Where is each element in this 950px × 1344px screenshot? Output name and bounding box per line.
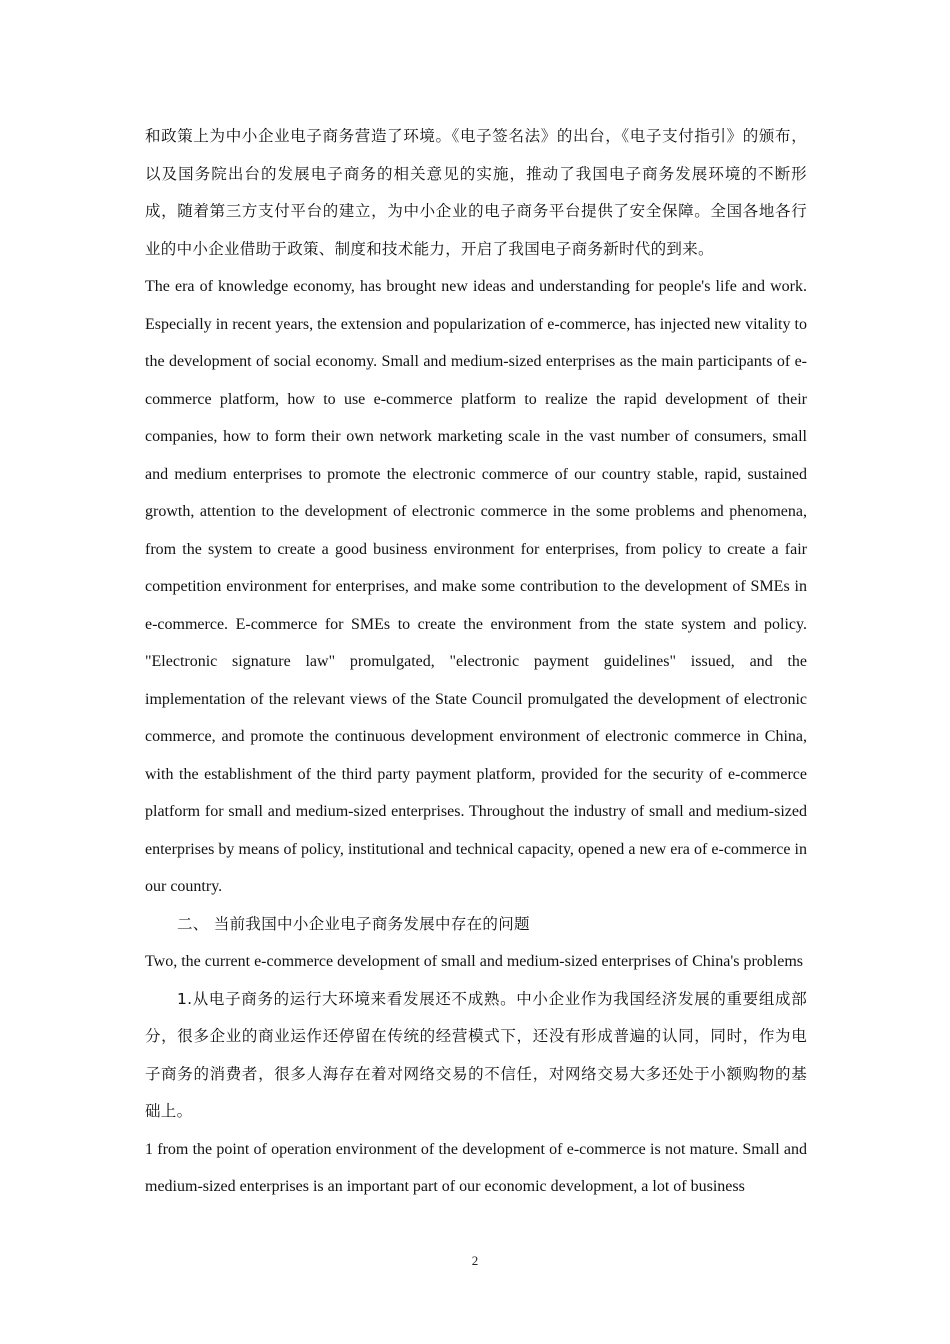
paragraph-zh-immature-environment: 1.从电子商务的运行大环境来看发展还不成熟。中小企业作为我国经济发展的重要组成部分，很多企业的商业运作还停留在传统的经营模式下，还没有形成普遍的认同，同时，作为电子商务的消费者，很多人海存在着对网络交易的不信任，对网络交易大多还处于小额购物的基础上。 xyxy=(145,989,807,1120)
paragraph-en-knowledge-economy: The era of knowledge economy, has brought new ideas and understanding for people's life and work. Especially in recent years, the extension and popularization of e-commerce, has injected new vitality to the development of social economy. Small and medium-sized enterprises as the main participants of e-commerce platform, how to use e-commerce platform to realize the rapid development of their companies, how to form their own network marketing scale in the vast number of consumers, small and medium enterprises to promote the electronic commerce of our country stable, rapid, sustained growth, attention to the development of electronic commerce in the some problems and phenomena, from the system to create a good business environment for enterprises, from policy to create a fair competition environment for enterprises, and make some contribution to the development of SMEs in e-commerce. E-commerce for SMEs to create the environment from the state system and policy. "Electronic signature law" promulgated, "electronic payment guidelines" issued, and the implementation of the relevant views of the State Council promulgated the development of electronic commerce, and promote the continuous development environment of electronic commerce in China, with the establishment of the third party payment platform, provided for the security of e-commerce platform for small and medium-sized enterprises. Throughout the industry of small and medium-sized enterprises by means of policy, institutional and technical capacity, opened a new era of e-commerce in our country. xyxy=(145,278,807,895)
paragraph-zh-policy-environment: 和政策上为中小企业电子商务营造了环境。《电子签名法》的出台，《电子支付指引》的颁布，以及国务院出台的发展电子商务的相关意见的实施，推动了我国电子商务发展环境的不断形成，随着第三方支付平台的建立，为中小企业的电子商务平台提供了安全保障。全国各地各行业的中小企业借助于政策、制度和技术能力，开启了我国电子商务新时代的到来。 xyxy=(145,127,807,258)
page-number: 2 xyxy=(471,1253,479,1268)
section-heading-zh-problems: 二、 当前我国中小企业电子商务发展中存在的问题 xyxy=(177,914,530,933)
section-heading-en-problems: Two, the current e-commerce development of small and medium-sized enterprises of China's problems xyxy=(145,953,803,970)
page-body xyxy=(145,118,807,1206)
paragraph-en-immature-environment: 1 from the point of operation environment of the development of e-commerce is not mature. Small and medium-sized enterprises is an important part of our economic development, a lot of business xyxy=(145,1140,807,1195)
